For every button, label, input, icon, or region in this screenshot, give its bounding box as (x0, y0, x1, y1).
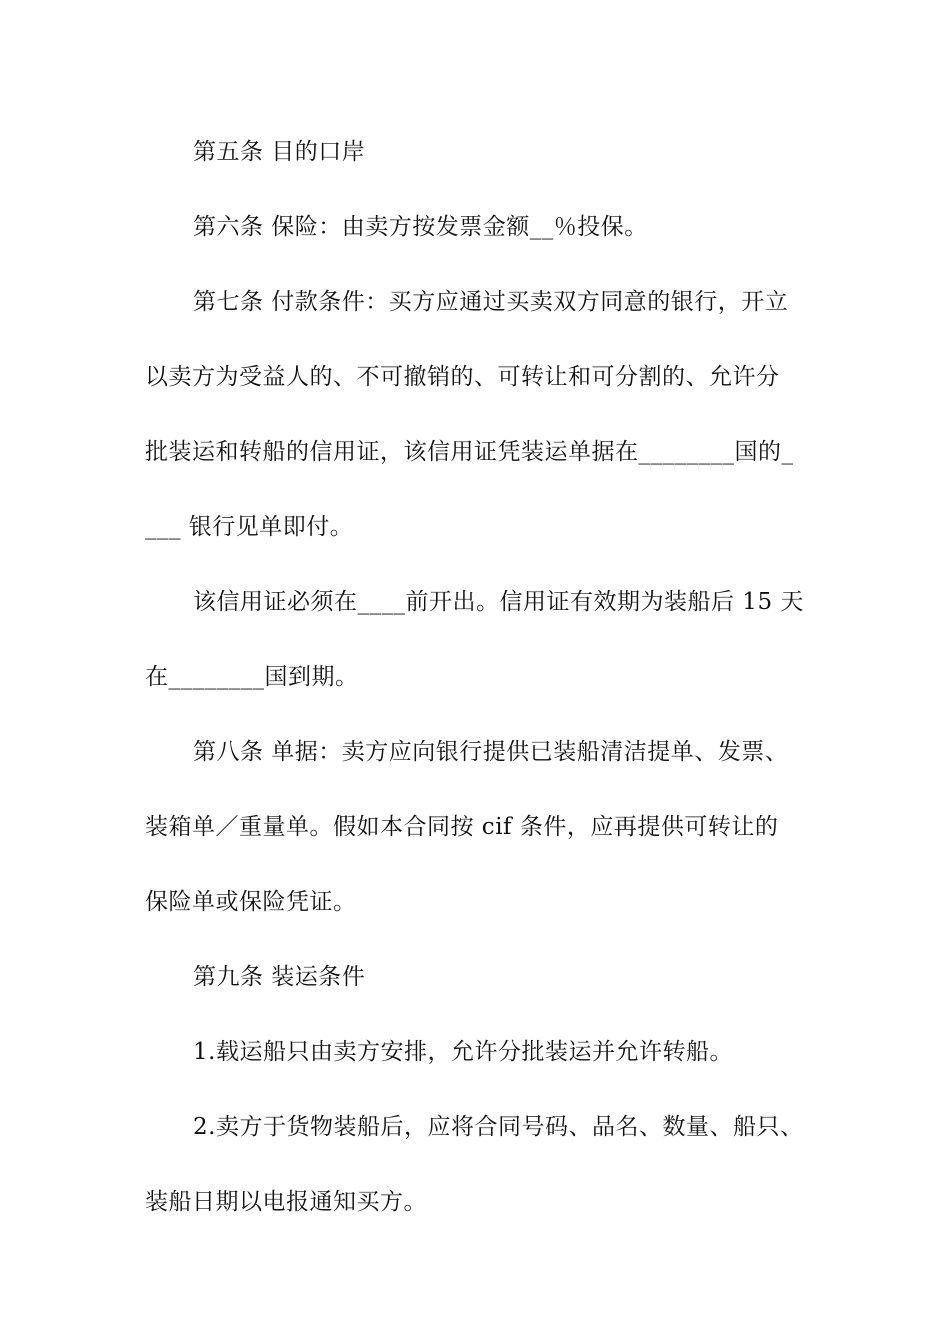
article-8-documents-line-2: 装箱单／重量单。假如本合同按 cif 条件，应再提供可转让的 (145, 814, 779, 840)
article-7-payment-line-4: ___ 银行见单即付。 (145, 514, 354, 540)
article-9-heading: 第九条 装运条件 (193, 964, 366, 990)
article-7-payment-line-2: 以卖方为受益人的、不可撤销的、可转让和可分割的、允许分 (145, 364, 780, 390)
shipment-clause-1: 1.载运船只由卖方安排，允许分批装运并允许转船。 (193, 1039, 733, 1065)
article-7-payment-line-1: 第七条 付款条件：买方应通过买卖双方同意的银行，开立 (193, 289, 789, 315)
article-8-documents-line-1: 第八条 单据：卖方应向银行提供已装船清洁提单、发票、 (193, 739, 789, 765)
credit-issuance-line-2: 在________国到期。 (145, 664, 359, 690)
article-7-payment-line-3: 批装运和转船的信用证，该信用证凭装运单据在________国的_ (145, 439, 794, 465)
article-5-heading: 第五条 目的口岸 (193, 139, 366, 165)
shipment-clause-2-line-1: 2.卖方于货物装船后，应将合同号码、品名、数量、船只、 (193, 1114, 804, 1140)
article-6-insurance: 第六条 保险：由卖方按发票金额__％投保。 (193, 214, 648, 240)
credit-issuance-line-1: 该信用证必须在____前开出。信用证有效期为装船后 15 天 (193, 589, 804, 615)
shipment-clause-2-line-2: 装船日期以电报通知买方。 (145, 1189, 427, 1215)
article-8-documents-line-3: 保险单或保险凭证。 (145, 889, 357, 915)
